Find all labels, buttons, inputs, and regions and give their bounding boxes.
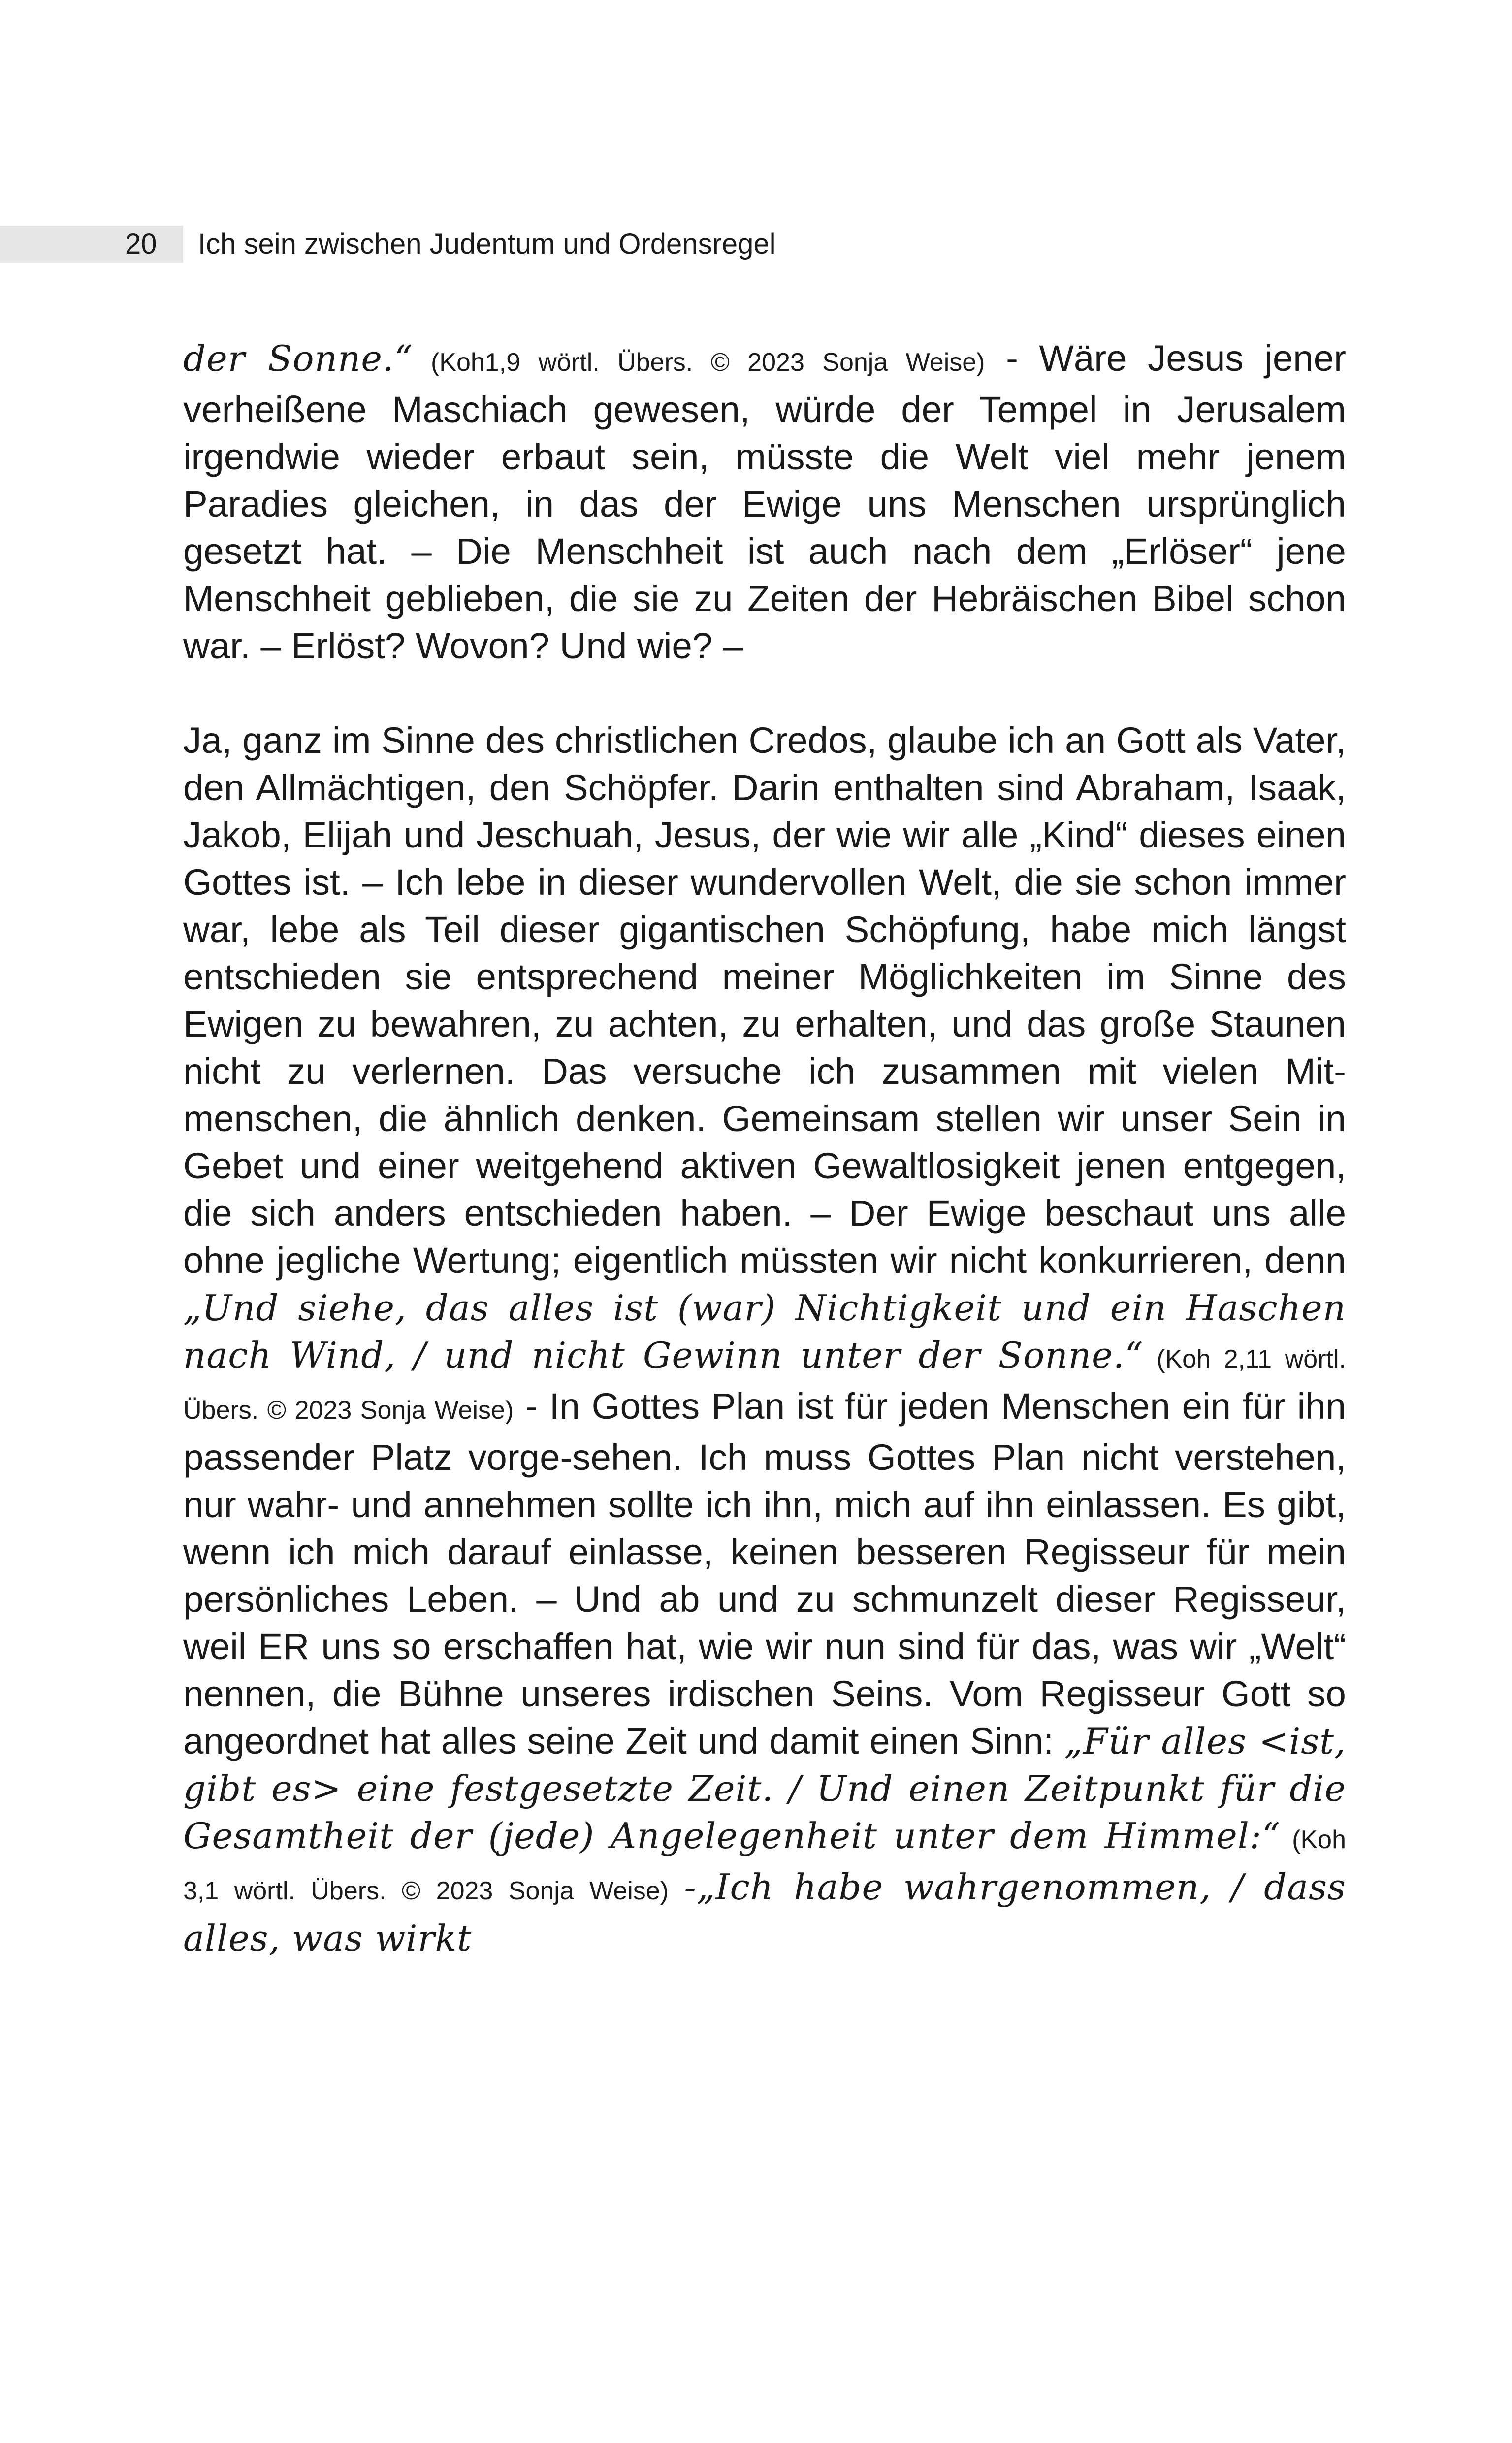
- body-span: - Wäre Jesus jener verheißene Maschiach gewesen, würde der Tempel in Jerusalem irgendwie wieder erbaut sein, müsste die Welt viel mehr jenem Paradies gleichen, in das der Ewige uns Menschen ursprünglich gesetzt hat. – Die Menschheit ist auch nach dem „Erlöser“ jene Menschheit geblieben, die sie zu Zeiten der Hebräischen Bibel schon war. – Erlöst? Wovon? Und wie? –: [183, 338, 1346, 666]
- body-span: - In Gottes Plan ist für jeden Menschen ein für ihn passender Platz vorge-sehen. Ich muss Gottes Plan nicht verstehen, nur wahr- und annehmen sollte ich ihn, mich auf ihn einlassen. Es gibt, wenn ich mich darauf einlasse, keinen besseren Regisseur für mein persönliches Leben. – Und ab und zu schmunzelt dieser Regisseur, weil ER uns so erschaffen hat, wie wir nun sind für das, was wir „Welt“ nennen, die Bühne unseres irdischen Seins. Vom Regisseur Gott so angeordnet hat alles seine Zeit und damit einen Sinn:: [183, 1386, 1346, 1761]
- body-text: [183, 335, 1346, 1962]
- citation: (Koh1,9 wörtl. Übers. © 2023 Sonja Weise): [413, 348, 985, 377]
- scripture-quote: „Für alles <ist, gibt es> eine festgesetzte Zeit. / Und einen Zeitpunkt für die Gesamtheit der (jede) Angelegenheit unter dem Himmel:“: [183, 1721, 1346, 1857]
- scripture-quote: „Und siehe, das alles ist (war) Nichtigkeit und ein Haschen nach Wind, / und nicht Gewinn unter der Sonne.“: [183, 1287, 1346, 1376]
- running-title: Ich sein zwischen Judentum und Ordensregel: [198, 228, 776, 260]
- page-number: 20: [125, 228, 157, 260]
- scripture-quote: -„Ich habe wahrgenommen, / dass alles, was wirkt: [183, 1866, 1346, 1959]
- citation: (Koh 3,1 wörtl. Übers. © 2023 Sonja Weise): [183, 1825, 1346, 1905]
- body-span: Ja, ganz im Sinne des christlichen Credos, glaube ich an Gott als Vater, den Allmächtigen, den Schöpfer. Darin enthalten sind Abraham, Isaak, Jakob, Elijah und Jeschuah, Jesus, der wie wir alle „Kind“ dieses einen Gottes ist. – Ich lebe in dieser wundervollen Welt, die sie schon immer war, lebe als Teil dieser gigantischen Schöpfung, habe mich längst entschieden sie entsprechend meiner Möglichkeiten im Sinne des Ewigen zu bewahren, zu achten, zu erhalten, und das große Staunen nicht zu verlernen. Das versuche ich zusammen mit vielen Mit-menschen, die ähnlich denken. Gemeinsam stellen wir unser Sein in Gebet und einer weitgehend aktiven Gewaltlosigkeit jenen entgegen, die sich anders entschieden haben. – Der Ewige beschaut uns alle ohne jegliche Wertung; eigentlich müssten wir nicht konkurrieren, denn: [183, 720, 1346, 1281]
- scripture-quote: der Sonne.“: [183, 338, 413, 379]
- paragraph: [183, 335, 1346, 670]
- paragraph: [183, 717, 1346, 1962]
- citation: (Koh 2,11 wörtl. Übers. © 2023 Sonja Weise): [183, 1345, 1346, 1425]
